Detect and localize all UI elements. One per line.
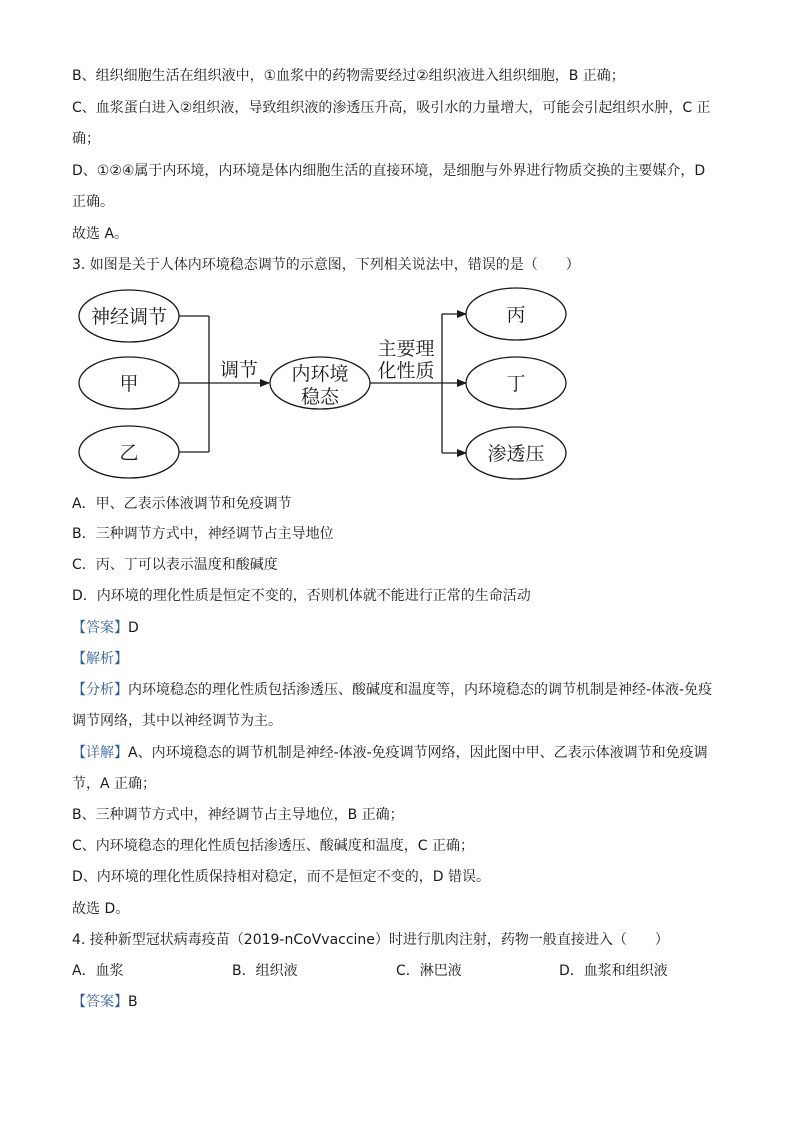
answer-value: D	[128, 620, 139, 636]
homeostasis-diagram	[72, 285, 572, 480]
xiangjie-text: A、内环境稳态的调节机制是神经-体液-免疫调节网络，因此图中甲、乙表示体液调节和免疫调	[128, 745, 708, 761]
text-line: B、组织细胞生活在组织液中，①血浆中的药物需要经过②组织液进入组织细胞，B 正确；	[72, 68, 625, 84]
q4-option-c: C．淋巴液	[396, 963, 462, 979]
analysis-tag: 【解析】	[72, 651, 128, 667]
arrow-properties-label-2: 化性质	[377, 360, 435, 382]
arrow-properties-label-1: 主要理	[377, 338, 435, 360]
xiangjie-line-4: C、内环境稳态的理化性质包括渗透压、酸碱度和温度，C 正确；	[72, 838, 474, 854]
answer-tag: 【答案】	[72, 620, 128, 636]
text-line: 正确。	[72, 194, 114, 210]
xiangjie-line-3: B、三种调节方式中，神经调节占主导地位，B 正确；	[72, 807, 404, 823]
question-4-stem: 4. 接种新型冠状病毒疫苗（2019-nCoVvaccine）时进行肌肉注射，药物一般直接进入（ ）	[72, 932, 669, 948]
xiangjie-line-2: 节，A 正确；	[72, 776, 157, 792]
text-line: 确；	[72, 131, 100, 147]
answer-line	[72, 618, 710, 638]
analysis-heading	[72, 649, 710, 669]
xiangjie-tag: 【详解】	[72, 745, 128, 761]
fenxi-text: 内环境稳态的理化性质包括渗透压、酸碱度和温度等，内环境稳态的调节机制是神经-体液-免疫	[128, 682, 713, 698]
option-c: C．丙、丁可以表示温度和酸碱度	[72, 557, 278, 573]
node-shentouya-label: 渗透压	[487, 443, 545, 465]
node-jia-label: 甲	[119, 373, 139, 395]
q4-option-a: A．血浆	[72, 963, 124, 979]
node-ding-label: 丁	[506, 373, 526, 395]
node-homeostasis-label-2: 稳态	[300, 386, 340, 408]
question-4-options	[72, 961, 710, 981]
xiangjie-line-1	[72, 743, 710, 763]
node-shenjing-label: 神经调节	[90, 306, 168, 328]
node-homeostasis-label-1: 内环境	[291, 363, 349, 385]
q4-option-d: D．血浆和组织液	[559, 963, 668, 979]
conclusion-line: 故选 D。	[72, 901, 130, 917]
text-line: 故选 A。	[72, 226, 129, 242]
option-d: D．内环境的理化性质是恒定不变的，否则机体就不能进行正常的生命活动	[72, 588, 531, 604]
arrow-regulation-label: 调节	[219, 359, 259, 381]
option-b: B．三种调节方式中，神经调节占主导地位	[72, 526, 334, 542]
question-3-stem: 3. 如图是关于人体内环境稳态调节的示意图，下列相关说法中，错误的是（ ）	[72, 257, 580, 273]
fenxi-line-1	[72, 680, 713, 700]
fenxi-tag: 【分析】	[72, 682, 128, 698]
q4-answer-tag: 【答案】	[72, 994, 128, 1010]
option-a: A．甲、乙表示体液调节和免疫调节	[72, 496, 292, 512]
text-line: D、①②④属于内环境，内环境是体内细胞生活的直接环境，是细胞与外界进行物质交换的主要媒介，D	[72, 163, 706, 179]
text-line: C、血浆蛋白进入②组织液，导致组织液的渗透压升高，吸引水的力量增大，可能会引起组织水肿，C 正	[72, 100, 711, 116]
node-bing-label: 丙	[506, 304, 526, 326]
q4-answer-line	[72, 992, 710, 1012]
xiangjie-line-5: D、内环境的理化性质保持相对稳定，而不是恒定不变的，D 错误。	[72, 869, 491, 885]
q4-answer-value: B	[128, 994, 138, 1010]
fenxi-line-2: 调节网络，其中以神经调节为主。	[72, 713, 282, 729]
q4-option-b: B．组织液	[232, 963, 298, 979]
node-yi-label: 乙	[119, 442, 139, 464]
